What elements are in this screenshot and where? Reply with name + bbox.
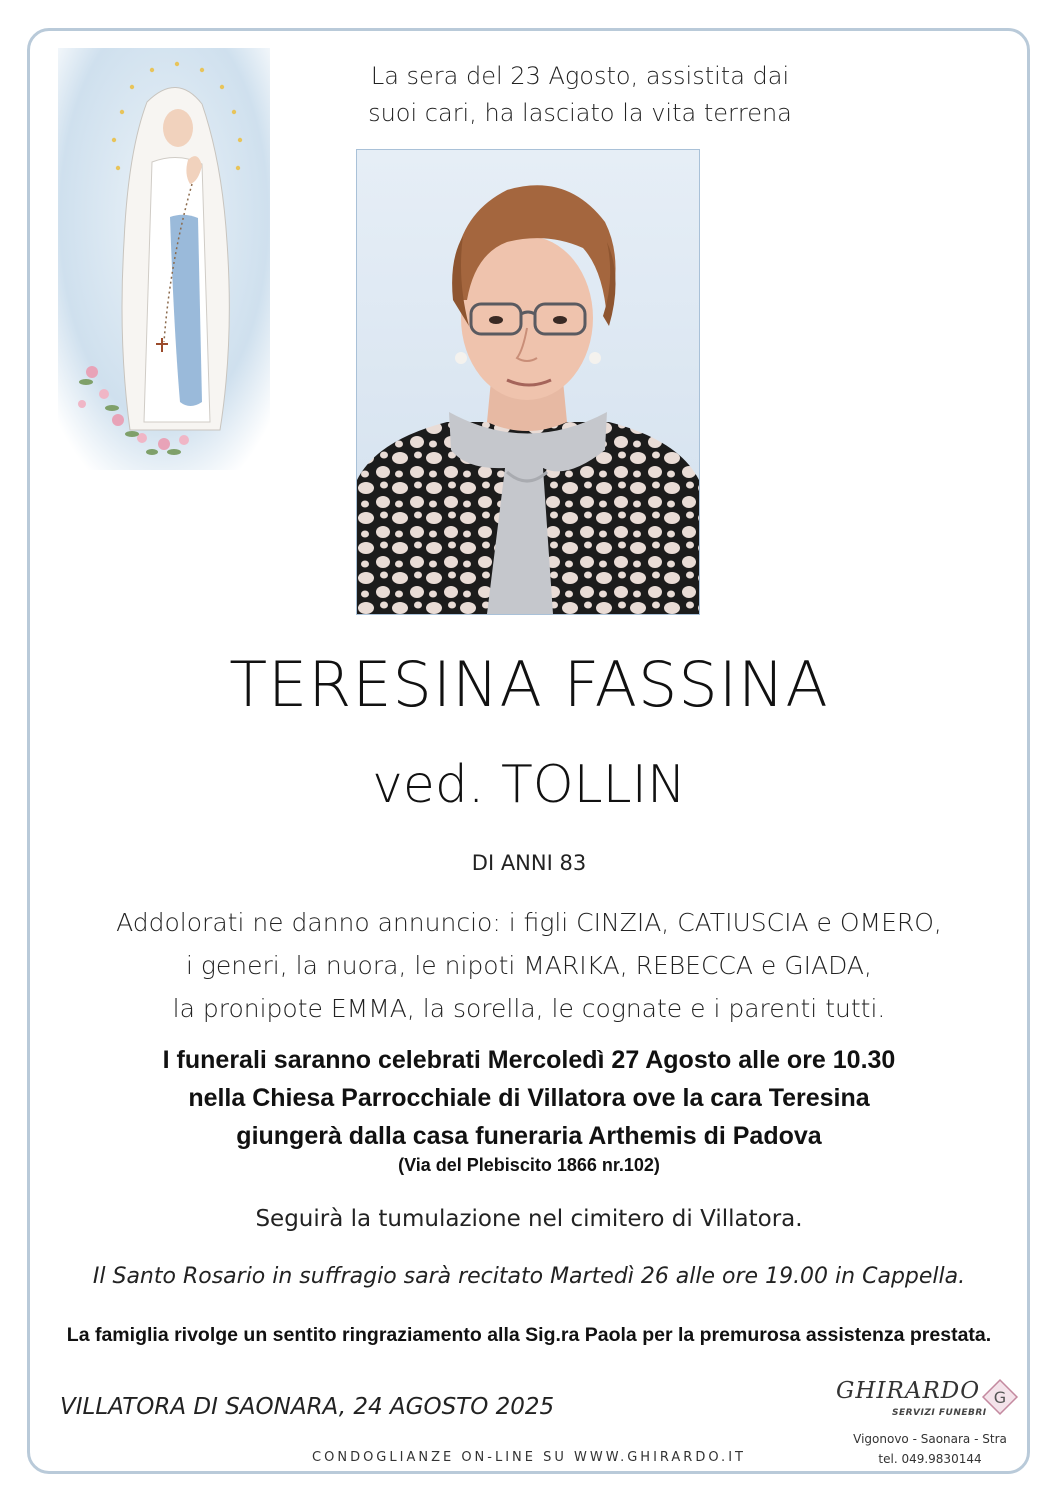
agency-phone: tel. 049.9830144 <box>878 1452 982 1466</box>
svg-text:G: G <box>993 1388 1007 1407</box>
agency-name: GHIRARDO <box>836 1378 981 1404</box>
intro-line-2: suoi cari, ha lasciato la vita terrena <box>368 99 792 127</box>
agency-address <box>840 1429 1020 1469</box>
madonna-image <box>52 42 276 476</box>
condolences-link[interactable]: CONDOGLIANZE ON-LINE SU WWW.GHIRARDO.IT <box>312 1450 746 1465</box>
funeral-line-2: nella Chiesa Parrocchiale di Villatora ove la cara Teresina <box>188 1084 870 1112</box>
intro-text <box>330 58 830 132</box>
deceased-name: TERESINA FASSINA <box>229 648 829 721</box>
announcement <box>60 901 998 1030</box>
funeral-details <box>40 1041 1018 1155</box>
funeral-line-1: I funerali saranno celebrati Mercoledì 27 Agosto alle ore 10.30 <box>162 1046 896 1074</box>
funeral-line-3: giungerà dalla casa funeraria Arthemis di Padova <box>236 1122 822 1150</box>
announcement-line-2: i generi, la nuora, le nipoti MARIKA, REBECCA e GIADA, <box>186 951 872 980</box>
deceased-age: DI ANNI 83 <box>471 851 587 875</box>
intro-line-1: La sera del 23 Agosto, assistita dai <box>370 62 790 90</box>
burial-text: Seguirà la tumulazione nel cimitero di Villatora. <box>255 1206 803 1232</box>
funeral-home-address: (Via del Plebiscito 1866 nr.102) <box>398 1155 660 1175</box>
announcement-line-3: la pronipote EMMA, la sorella, le cognate e i parenti tutti. <box>172 994 886 1023</box>
agency-g-icon <box>981 1378 1019 1416</box>
portrait-illustration <box>357 150 699 614</box>
thanks-text: La famiglia rivolge un sentito ringraziamento alla Sig.ra Paola per la premurosa assistenza prestata. <box>66 1324 992 1346</box>
agency-logo <box>836 1376 1026 1472</box>
portrait-photo <box>356 149 700 615</box>
place-date: VILLATORA DI SAONARA, 24 AGOSTO 2025 <box>60 1394 555 1420</box>
agency-towns: Vigonovo - Saonara - Stra <box>853 1432 1007 1446</box>
agency-subtitle: SERVIZI FUNEBRI <box>892 1408 987 1418</box>
announcement-line-1: Addolorati ne danno annuncio: i figli CINZIA, CATIUSCIA e OMERO, <box>116 908 942 937</box>
widow-name: ved. TOLLIN <box>372 755 686 815</box>
rosary-text: Il Santo Rosario in suffragio sarà recitato Martedì 26 alle ore 19.00 in Cappella. <box>92 1264 966 1289</box>
